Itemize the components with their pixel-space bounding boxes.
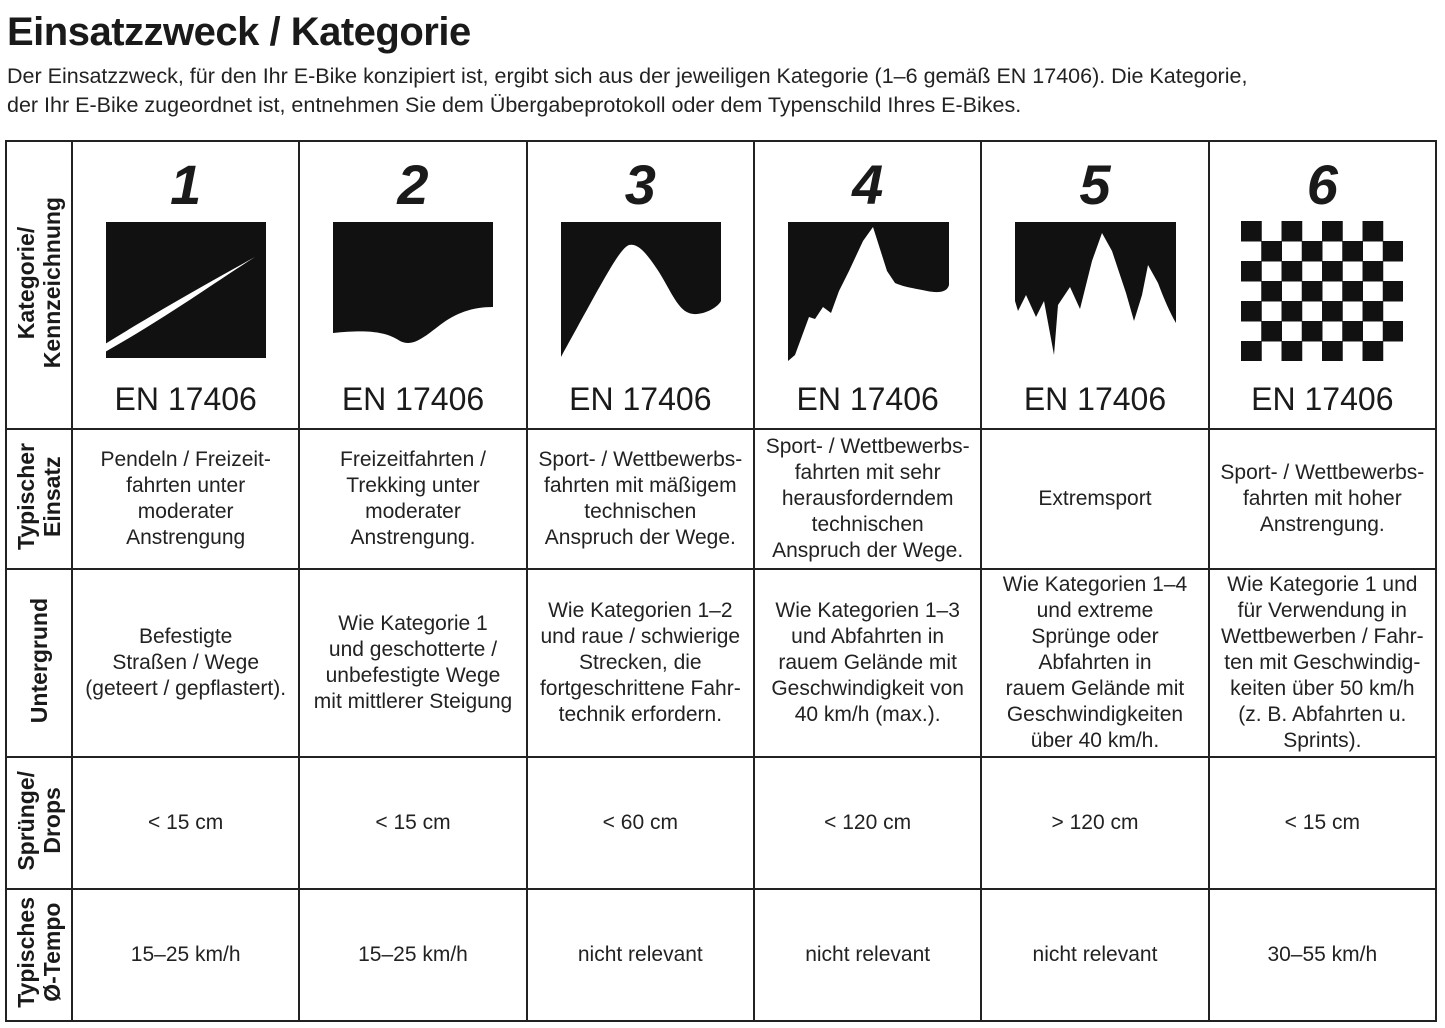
surface-cell <box>299 569 526 757</box>
category-cell-1 <box>72 141 299 429</box>
speed-cell <box>1209 889 1436 1021</box>
drops-cell <box>754 757 981 889</box>
drops-cell <box>981 757 1208 889</box>
checker-square <box>1262 321 1283 342</box>
row-header-label <box>13 897 65 1008</box>
checker-square <box>1363 221 1384 242</box>
checker-square <box>1241 341 1262 361</box>
standard-label: EN 17406 <box>114 381 257 417</box>
category-cell-5 <box>981 141 1208 429</box>
drops-text: < 15 cm <box>375 811 451 834</box>
standard-label: EN 17406 <box>341 381 485 417</box>
category-cell-3 <box>527 141 754 429</box>
row-drops <box>6 757 1436 889</box>
category-cell-2 <box>299 141 526 429</box>
use-cell <box>981 429 1208 569</box>
checker-square <box>1322 221 1343 242</box>
surface-cell <box>527 569 754 757</box>
category-number: 4 <box>852 153 884 216</box>
intro-line: Der Einsatzzweck, für den Ihr E-Bike konzipiert ist, ergibt sich aus der jeweiligen Kategorie (1–6 gemäß EN 17406). Die Kategorie, <box>7 64 1248 88</box>
surface-text: Wie Kategorien 1–4 und extreme Sprünge oder Abfahrten in rauem Gelände mit Geschwindigkeiten über 40 km/h. <box>1002 573 1188 752</box>
checkered-flag-icon <box>1241 221 1403 361</box>
checker-square <box>1241 221 1262 242</box>
drops-text: < 60 cm <box>602 811 678 834</box>
surface-text: Wie Kategorien 1–2 und raue / schwierige Strecken, die fortgeschrittene Fahr- technik erfordern. <box>539 599 741 726</box>
row-header-line: Untergrund <box>26 597 52 724</box>
drops-text: < 120 cm <box>824 811 912 834</box>
checker-square <box>1383 321 1403 342</box>
standard-label: EN 17406 <box>569 381 712 417</box>
row-header-label <box>13 443 65 550</box>
standard-label: EN 17406 <box>796 381 939 417</box>
row-header-line: Drops <box>39 787 65 854</box>
use-cell <box>299 429 526 569</box>
row-header-line: Kennzeichnung <box>39 196 65 369</box>
category-number: 2 <box>397 153 429 216</box>
row-speed <box>6 889 1436 1021</box>
surface-text: Wie Kategorie 1 und für Verwendung in Wettbewerben / Fahr- ten mit Geschwindig- keiten über 50 km/h (z. B. Abfahrten u. Sprints). <box>1220 573 1424 752</box>
steep-mountains-icon <box>1014 221 1176 361</box>
row-category <box>6 141 1436 429</box>
checker-square <box>1322 301 1343 322</box>
checker-square <box>1343 321 1364 342</box>
row-header-label <box>13 197 65 368</box>
checker-square <box>1322 261 1343 282</box>
row-header-line: Typischer <box>13 443 39 550</box>
checker-square <box>1262 241 1283 262</box>
hill-icon <box>559 221 721 361</box>
checker-square <box>1302 241 1323 262</box>
row-header-drops <box>6 757 72 889</box>
intro-line: der Ihr E-Bike zugeordnet ist, entnehmen Sie dem Übergabeprotokoll oder dem Typenschild Ihres E-Bikes. <box>7 93 1022 117</box>
checker-square <box>1302 281 1323 302</box>
row-header-speed <box>6 889 72 1021</box>
row-header-label <box>26 598 52 723</box>
row-surface <box>6 569 1436 757</box>
speed-cell <box>754 889 981 1021</box>
drops-cell <box>527 757 754 889</box>
checker-square <box>1262 281 1283 302</box>
row-header-line: Ø-Tempo <box>39 902 65 1003</box>
use-text: Freizeitfahrten / Trekking unter moderater Anstrengung. <box>340 448 486 549</box>
speed-text: 15–25 km/h <box>358 943 468 966</box>
drops-text: > 120 cm <box>1051 811 1139 834</box>
category-number: 3 <box>624 153 656 216</box>
checker-square <box>1363 301 1384 322</box>
checker-square <box>1383 241 1403 262</box>
use-text: Sport- / Wettbewerbs- fahrten mit hoher Anstrengung. <box>1220 461 1425 536</box>
row-header-category <box>6 141 72 429</box>
row-typical-use <box>6 429 1436 569</box>
checker-square <box>1282 221 1303 242</box>
checker-square <box>1282 261 1303 282</box>
speed-text: nicht relevant <box>805 943 931 966</box>
drops-cell <box>1209 757 1436 889</box>
checker-square <box>1241 261 1262 282</box>
surface-text: Wie Kategorie 1 und geschotterte / unbefestigte Wege mit mittlerer Steigung <box>313 612 513 713</box>
checker-square <box>1363 341 1384 361</box>
standard-label: EN 17406 <box>1251 381 1394 417</box>
row-header-line: Typisches <box>13 897 39 1008</box>
category-number: 1 <box>170 153 202 216</box>
mountain-icon <box>787 221 949 361</box>
use-text: Sport- / Wettbewerbs- fahrten mit sehr herausforderndem technischen Anspruch der Wege. <box>765 435 970 562</box>
checker-square <box>1241 301 1262 322</box>
speed-text: nicht relevant <box>1032 943 1158 966</box>
checker-square <box>1343 241 1364 262</box>
drops-cell <box>72 757 299 889</box>
use-cell <box>754 429 981 569</box>
checker-square <box>1383 281 1403 302</box>
surface-text: Befestigte Straßen / Wege (geteert / gepflastert). <box>85 625 287 700</box>
speed-cell <box>299 889 526 1021</box>
speed-text: nicht relevant <box>577 943 703 966</box>
use-text: Extremsport <box>1038 487 1152 510</box>
category-cell-6 <box>1209 141 1436 429</box>
speed-text: 15–25 km/h <box>130 943 241 966</box>
category-cell-4 <box>754 141 981 429</box>
surface-cell <box>981 569 1208 757</box>
category-number: 5 <box>1079 153 1111 216</box>
intro-text <box>7 62 1443 120</box>
surface-cell <box>1209 569 1436 757</box>
flat-road-icon <box>105 221 267 361</box>
checker-square <box>1282 301 1303 322</box>
page-title: Einsatzzweck / Kategorie <box>7 10 471 54</box>
surface-cell <box>72 569 299 757</box>
speed-cell <box>981 889 1208 1021</box>
use-cell <box>72 429 299 569</box>
use-cell <box>1209 429 1436 569</box>
checker-square <box>1302 321 1323 342</box>
gentle-hill-icon <box>332 221 494 361</box>
use-text: Sport- / Wettbewerbs- fahrten mit mäßigem technischen Anspruch der Wege. <box>538 448 743 549</box>
checker-square <box>1282 341 1303 361</box>
drops-text: < 15 cm <box>148 811 224 834</box>
category-table <box>5 140 1437 1022</box>
row-header-line: Kategorie/ <box>13 226 39 339</box>
row-header-label <box>13 771 65 871</box>
checker-square <box>1363 261 1384 282</box>
speed-cell <box>72 889 299 1021</box>
row-header-surface <box>6 569 72 757</box>
row-header-use <box>6 429 72 569</box>
category-number: 6 <box>1306 153 1338 216</box>
use-text: Pendeln / Freizeit- fahrten unter moderater Anstrengung <box>100 448 271 549</box>
surface-text: Wie Kategorien 1–3 und Abfahrten in rauem Gelände mit Geschwindigkeit von 40 km/h (max.). <box>771 599 964 726</box>
drops-text: < 15 cm <box>1284 811 1360 834</box>
speed-cell <box>527 889 754 1021</box>
checker-square <box>1322 341 1343 361</box>
standard-label: EN 17406 <box>1023 381 1167 417</box>
row-header-line: Einsatz <box>39 456 65 537</box>
use-cell <box>527 429 754 569</box>
speed-text: 30–55 km/h <box>1267 943 1378 966</box>
drops-cell <box>299 757 526 889</box>
checker-square <box>1343 281 1364 302</box>
surface-cell <box>754 569 981 757</box>
row-header-line: Sprünge/ <box>13 770 39 871</box>
